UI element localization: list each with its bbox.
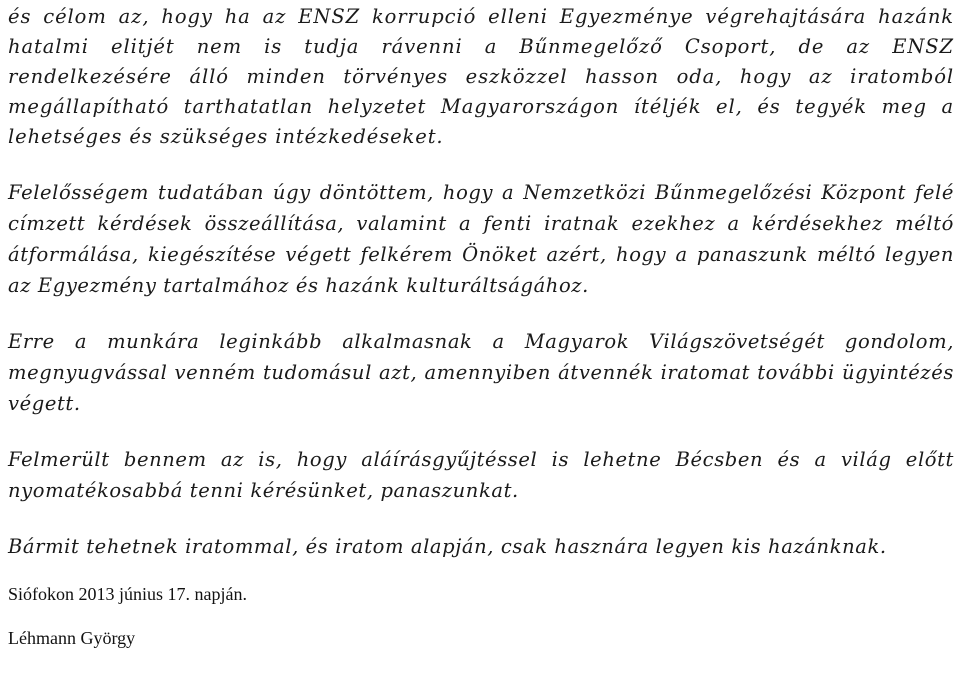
paragraph-responsibility: Felelősségem tudatában úgy döntöttem, hogy a Nemzetközi Bűnmegelőzési Központ felé címzett kérdések összeállítása, valamint a fenti iratnak ezekhez a kérdésekhez méltó átformálása, kiegészítése végett felkérem Önöket azért, hogy a panaszunk méltó legyen az Egyezmény tartalmához és hazánk kulturáltságához. (8, 181, 954, 297)
place-and-date: Siófokon 2013 június 17. napján. (8, 584, 247, 604)
document-page (8, 0, 954, 649)
paragraph-world-federation: Erre a munkára leginkább alkalmasnak a Magyarok Világszövetségét gondolom, megnyugvással venném tudomásul azt, amennyiben átvennék iratomat további ügyintézés végett. (8, 330, 954, 415)
paragraph-signature-collection: Felmerült bennem az is, hogy aláírásgyűjtéssel is lehetne Bécsben és a világ előtt nyomatékosabbá tenni kérésünket, panaszunkat. (8, 448, 954, 502)
paragraph-closing: Bármit tehetnek iratommal, és iratom alapján, csak hasznára legyen kis hazánknak. (8, 535, 887, 558)
signature-name: Léhmann György (8, 628, 136, 648)
paragraph-goal: és célom az, hogy ha az ENSZ korrupció elleni Egyezménye végrehajtására hazánk hatalmi elitjét nem is tudja rávenni a Bűnmegelőző Csoport, de az ENSZ rendelkezésére álló minden törvényes eszközzel hasson oda, hogy az iratomból megállapítható tarthatatlan helyzetet Magyarországon ítéljék el, és tegyék meg a lehetséges és szükséges intézkedéseket. (8, 5, 954, 148)
